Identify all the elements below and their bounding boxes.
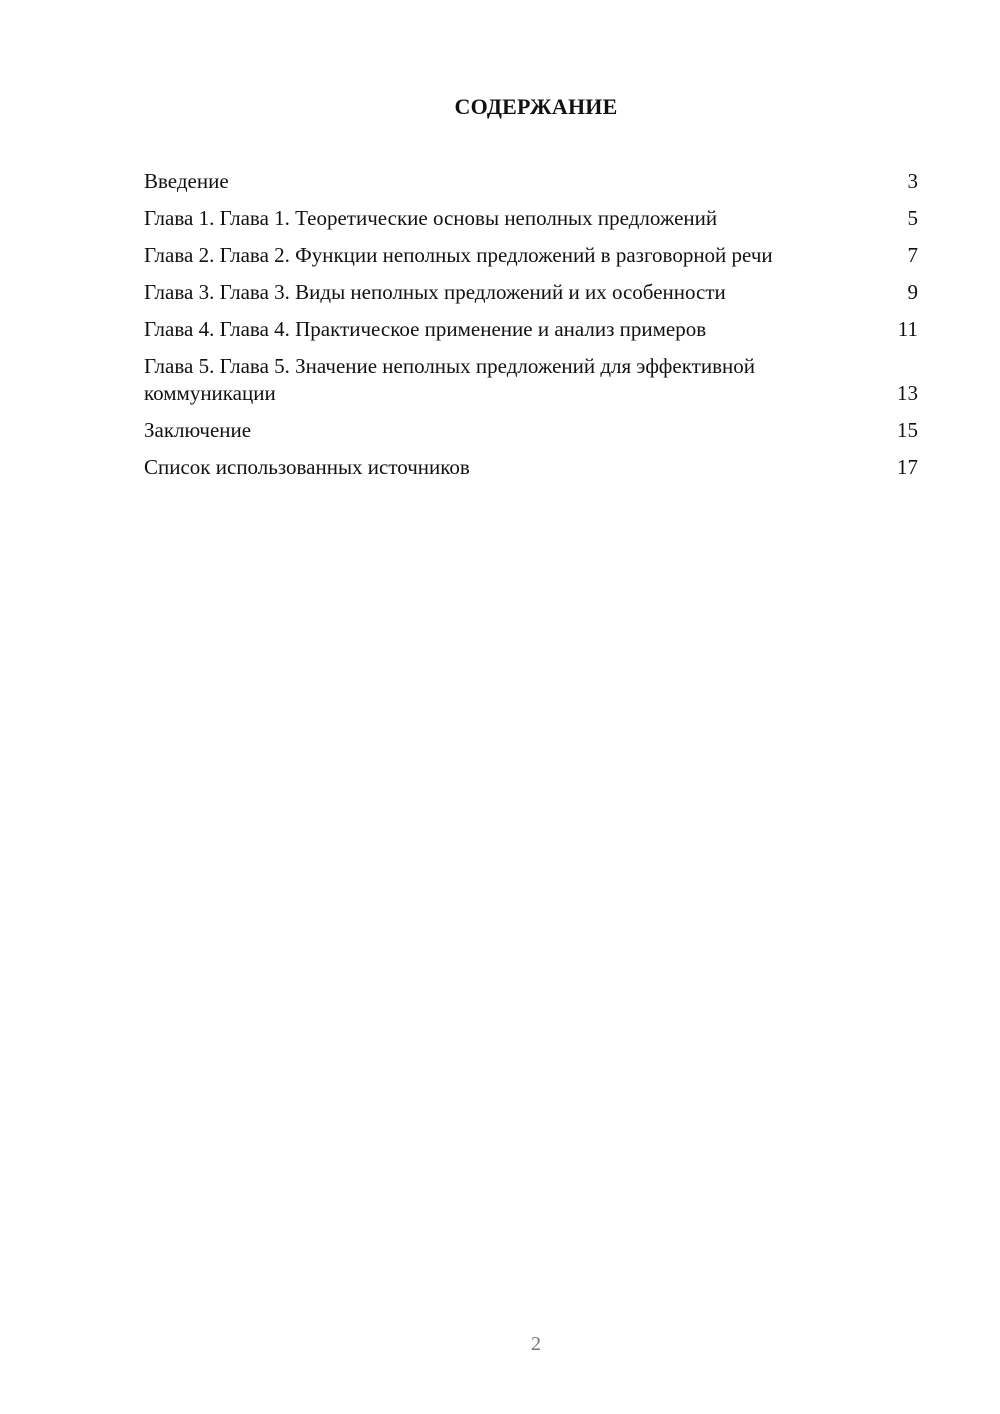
toc-entry-label: Глава 5. Глава 5. Значение неполных предложений для эффективной коммуникации — [144, 354, 755, 405]
toc-entry-label: Глава 4. Глава 4. Практическое применение и анализ примеров — [144, 317, 707, 341]
toc-entry-label: Глава 1. Глава 1. Теоретические основы неполных предложений — [144, 206, 718, 230]
toc-entry-label: Глава 2. Глава 2. Функции неполных предложений в разговорной речи — [144, 243, 773, 267]
toc-entry-conclusion[interactable] — [144, 417, 918, 444]
toc-entry-chapter-2[interactable] — [144, 242, 918, 269]
table-of-contents — [144, 168, 918, 491]
toc-entry-page: 11 — [897, 317, 918, 341]
toc-entry-page: 15 — [897, 418, 918, 442]
toc-entry-label: Глава 3. Глава 3. Виды неполных предложений и их особенности — [144, 280, 726, 304]
toc-entry-label: Заключение — [144, 418, 252, 442]
toc-title: СОДЕРЖАНИЕ — [454, 94, 618, 119]
toc-entry-chapter-3[interactable] — [144, 279, 918, 306]
toc-entry-label: Список использованных источников — [144, 455, 470, 479]
toc-entry-page: 7 — [907, 243, 918, 267]
toc-entry-chapter-4[interactable] — [144, 316, 918, 343]
toc-entry-page: 17 — [897, 455, 918, 479]
toc-entry-references[interactable] — [144, 454, 918, 481]
toc-entry-page: 5 — [907, 206, 918, 230]
toc-entry-label: Введение — [144, 169, 229, 193]
page-number: 2 — [531, 1333, 541, 1355]
toc-entry-chapter-1[interactable] — [144, 205, 918, 232]
toc-entry-introduction[interactable] — [144, 168, 918, 195]
toc-entry-page: 9 — [907, 280, 918, 304]
toc-entry-chapter-5[interactable] — [144, 353, 918, 407]
toc-entry-page: 3 — [907, 169, 918, 193]
toc-entry-page: 13 — [897, 381, 918, 405]
